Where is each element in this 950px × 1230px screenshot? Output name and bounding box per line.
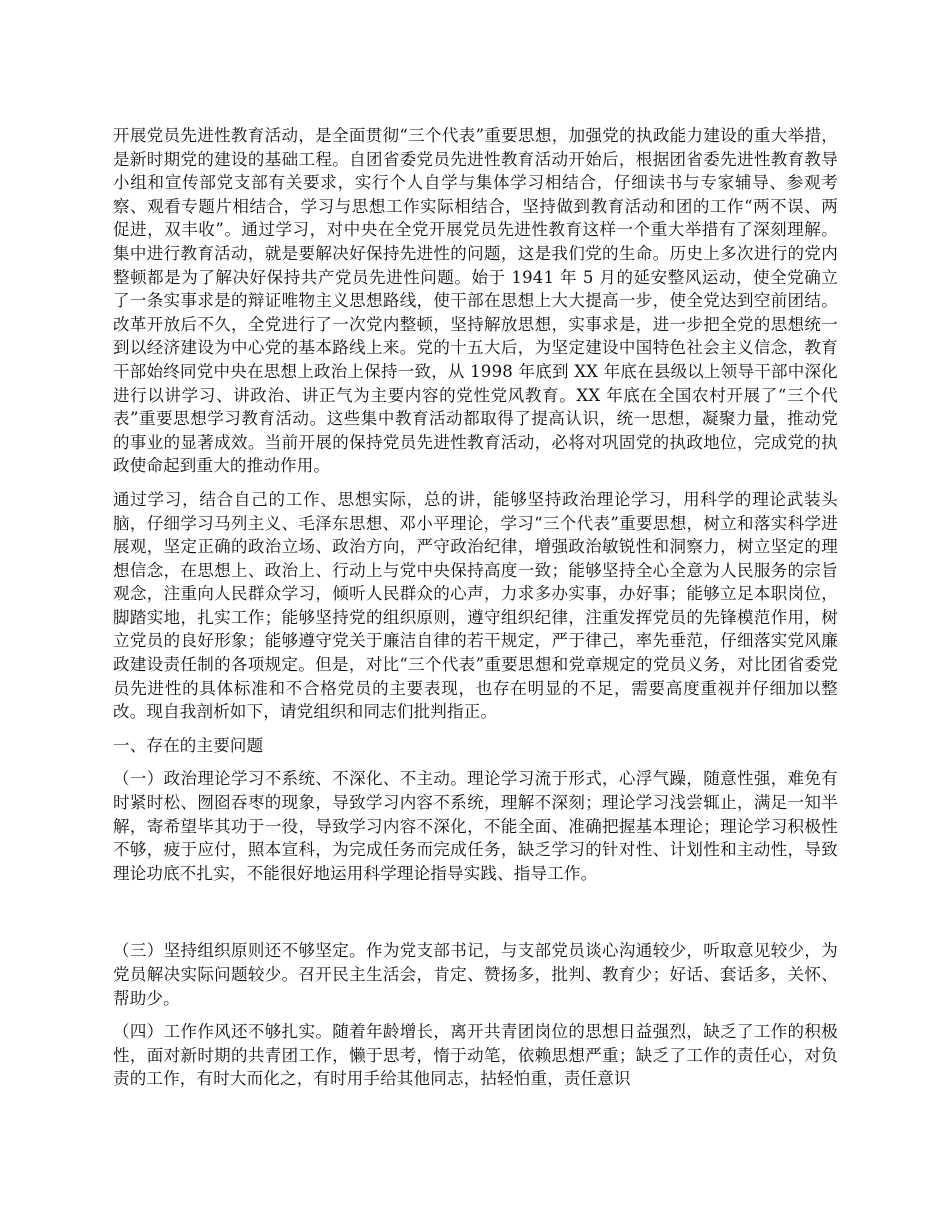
issue-item-1: （一）政治理论学习不系统、不深化、不主动。理论学习流于形式，心浮气躁，随意性强，难免有时紧时松、囫囵吞枣的现象，导致学习内容不系统，理解不深刻；理论学习浅尝辄止，满足一知半解，寄希望毕其功于一役，导致学习内容不深化，不能全面、准确把握基本理论；理论学习积极性不够，疲于应付，照本宣科，为完成任务而完成任务，缺乏学习的针对性、计划性和主动性，导致理论功底不扎实，不能很好地运用科学理论指导实践、指导工作。: [113, 769, 838, 883]
issue-item-3: （三）坚持组织原则还不够坚定。作为党支部书记，与支部党员谈心沟通较少，听取意见较少，为党员解决实际问题较少。召开民主生活会，肯定、赞扬多，批判、教育少；好话、套话多，关怀、帮助少。: [113, 941, 838, 1008]
blank-gap: [113, 895, 838, 939]
section-heading: 一、存在的主要问题: [113, 735, 264, 755]
issue-item-4: （四）工作作风还不够扎实。随着年龄增长，离开共青团岗位的思想日益强烈，缺乏了工作的积极性，面对新时期的共青团工作，懒于思考，惰于动笔，依赖思想严重；缺乏了工作的责任心，对负责的工作，有时大而化之，有时用手给其他同志，拈轻怕重，责任意识: [113, 1022, 838, 1089]
intro-paragraph: 开展党员先进性教育活动，是全面贯彻“三个代表”重要思想，加强党的执政能力建设的重大举措，是新时期党的建设的基础工程。自团省委党员先进性教育活动开始后，根据团省委先进性教育教导小组和宣传部党支部有关要求，实行个人自学与集体学习相结合，仔细读书与专家辅导、参观考察、观看专题片相结合，学习与思想工作实际相结合，坚持做到教育活动和团的工作“两不误、两促进，双丰收”。通过学习，对中央在全党开展党员先进性教育这样一个重大举措有了深刻理解。集中进行教育活动，就是要解决好保持先进性的问题，这是我们党的生命。历史上多次进行的党内整顿都是为了解决好保持共产党员先进性问题。始于 1941 年 5 月的延安整风运动，使全党确立了一条实事求是的辩证唯物主义思想路线，使干部在思想上大大提高一步，使全党达到空前团结。改革开放后不久，全党进行了一次党内整顿，坚持解放思想，实事求是，进一步把全党的思想统一到以经济建设为中心党的基本路线上来。党的十五大后，为坚定建设中国特色社会主义信念，教育干部始终同党中央在思想上政治上保持一致，从 1998 年底到 XX 年底在县级以上领导干部中深化进行以讲学习、讲政治、讲正气为主要内容的党性党风教育。XX 年底在全国农村开展了“三个代表”重要思想学习教育活动。这些集中教育活动都取得了提高认识，统一思想，凝聚力量，推动党的事业的显著成效。当前开展的保持党员先进性教育活动，必将对巩固党的执政地位，完成党的执政使命起到重大的推动作用。: [113, 126, 838, 476]
self-assessment-paragraph: 通过学习，结合自己的工作、思想实际，总的讲，能够坚持政治理论学习，用科学的理论武装头脑，仔细学习马列主义、毛泽东思想、邓小平理论，学习“三个代表”重要思想，树立和落实科学进展观，坚定正确的政治立场、政治方向，严守政治纪律，增强政治敏锐性和洞察力，树立坚定的理想信念，在思想上、政治上、行动上与党中央保持高度一致；能够坚持全心全意为人民服务的宗旨观念，注重向人民群众学习，倾听人民群众的心声，力求多办实事，办好事；能够立足本职岗位，脚踏实地，扎实工作；能够坚持党的组织原则，遵守组织纪律，注重发挥党员的先锋模范作用，树立党员的良好形象；能够遵守党关于廉洁自律的若干规定，严于律己，率先垂范，仔细落实党风廉政建设责任制的各项规定。但是，对比“三个代表”重要思想和党章规定的党员义务，对比团省委党员先进性的具体标准和不合格党员的主要表现，也存在明显的不足，需要高度重视并仔细加以整改。现自我剖析如下，请党组织和同志们批判指正。: [113, 489, 838, 722]
document-body: [113, 124, 838, 1101]
